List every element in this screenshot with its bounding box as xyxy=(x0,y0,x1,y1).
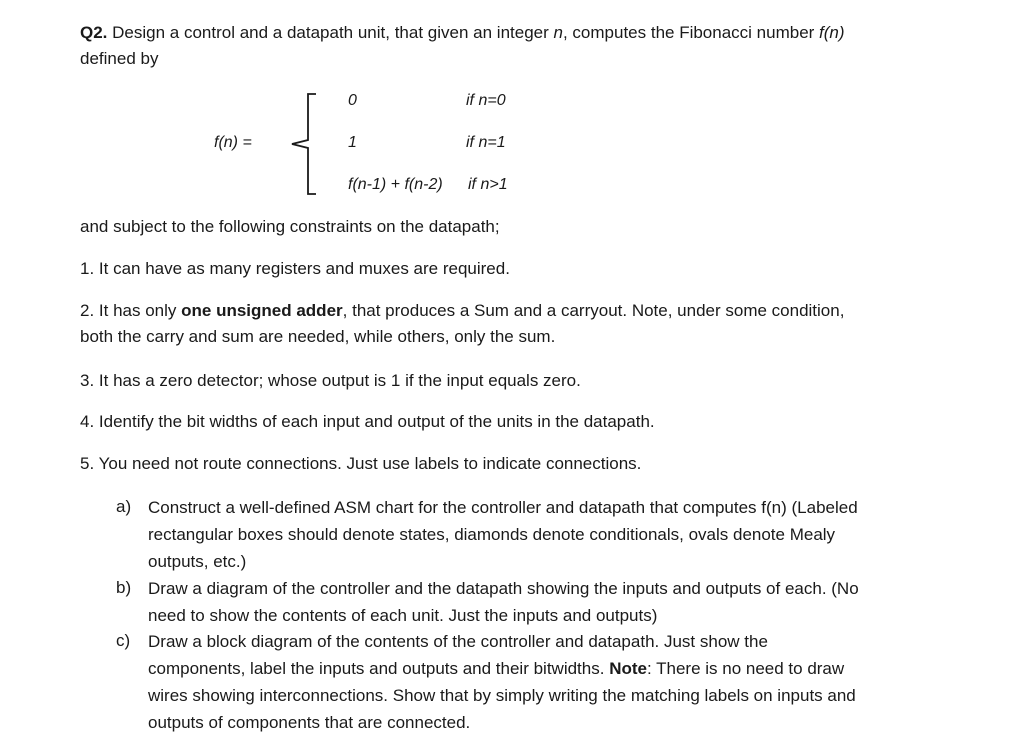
task-c-line: wires showing interconnections. Show that by simply writing the matching labels on inputs and xyxy=(148,686,856,705)
formula-case-1-value: 1 xyxy=(348,134,357,151)
constraints-intro: and subject to the following constraints on the datapath; xyxy=(80,217,500,236)
constraint-1: 1. It can have as many registers and muxes are required. xyxy=(80,259,510,278)
intro-text: Design a control and a datapath unit, that given an integer xyxy=(107,23,554,42)
intro-text-2: , computes the Fibonacci number xyxy=(562,23,820,42)
formula-lhs: f(n) = xyxy=(214,134,252,151)
constraint-2-bold: one unsigned adder xyxy=(181,301,343,320)
question-number: Q2. xyxy=(80,23,108,42)
task-b-label: b) xyxy=(116,578,132,597)
task-b-line: need to show the contents of each unit. Just the inputs and outputs) xyxy=(148,606,658,625)
task-c-label: c) xyxy=(116,631,131,650)
task-c-text-b: : There is no need to draw xyxy=(646,659,845,678)
task-a-line: Construct a well-defined ASM chart for the controller and datapath that computes f(n) (Labeled xyxy=(148,498,858,517)
task-b-line: Draw a diagram of the controller and the datapath showing the inputs and outputs of each. (No xyxy=(148,579,859,598)
task-b-text xyxy=(148,575,958,629)
question-intro-line1 xyxy=(80,20,845,46)
formula-case-0-value: 0 xyxy=(348,92,357,109)
task-c-note-bold: Note xyxy=(609,659,647,678)
question-intro-line2: defined by xyxy=(80,49,159,68)
constraint-4: 4. Identify the bit widths of each input and output of the units in the datapath. xyxy=(80,412,655,431)
task-c-text xyxy=(148,628,958,736)
task-a-text xyxy=(148,494,958,575)
formula-case-2-condition: if n>1 xyxy=(468,176,508,193)
task-c-line: outputs of components that are connected. xyxy=(148,713,471,732)
task-c-text-a: components, label the inputs and outputs and their bitwidths. xyxy=(148,659,610,678)
formula-case-0-condition: if n=0 xyxy=(466,92,506,109)
task-c-line: Draw a block diagram of the contents of the controller and datapath. Just show the xyxy=(148,632,768,651)
constraint-2-text-a: 2. It has only xyxy=(80,301,182,320)
task-a-line: rectangular boxes should denote states, diamonds denote conditionals, ovals denote Mealy xyxy=(148,525,836,544)
intro-var-fn: f(n) xyxy=(819,23,845,42)
formula-case-1-condition: if n=1 xyxy=(466,134,506,151)
formula-case-2-value: f(n-1) + f(n-2) xyxy=(348,176,443,193)
intro-var-n: n xyxy=(553,23,563,42)
task-c-line xyxy=(148,655,958,682)
constraint-3: 3. It has a zero detector; whose output is 1 if the input equals zero. xyxy=(80,371,581,390)
constraint-2-line2: both the carry and sum are needed, while others, only the sum. xyxy=(80,327,556,346)
task-a-label: a) xyxy=(116,497,132,516)
constraint-5: 5. You need not route connections. Just use labels to indicate connections. xyxy=(80,454,642,473)
task-a-line: outputs, etc.) xyxy=(148,552,247,571)
constraint-2-text-b: , that produces a Sum and a carryout. Note, under some condition, xyxy=(342,301,845,320)
left-brace-icon xyxy=(284,92,324,196)
constraint-2-line1 xyxy=(80,298,844,324)
